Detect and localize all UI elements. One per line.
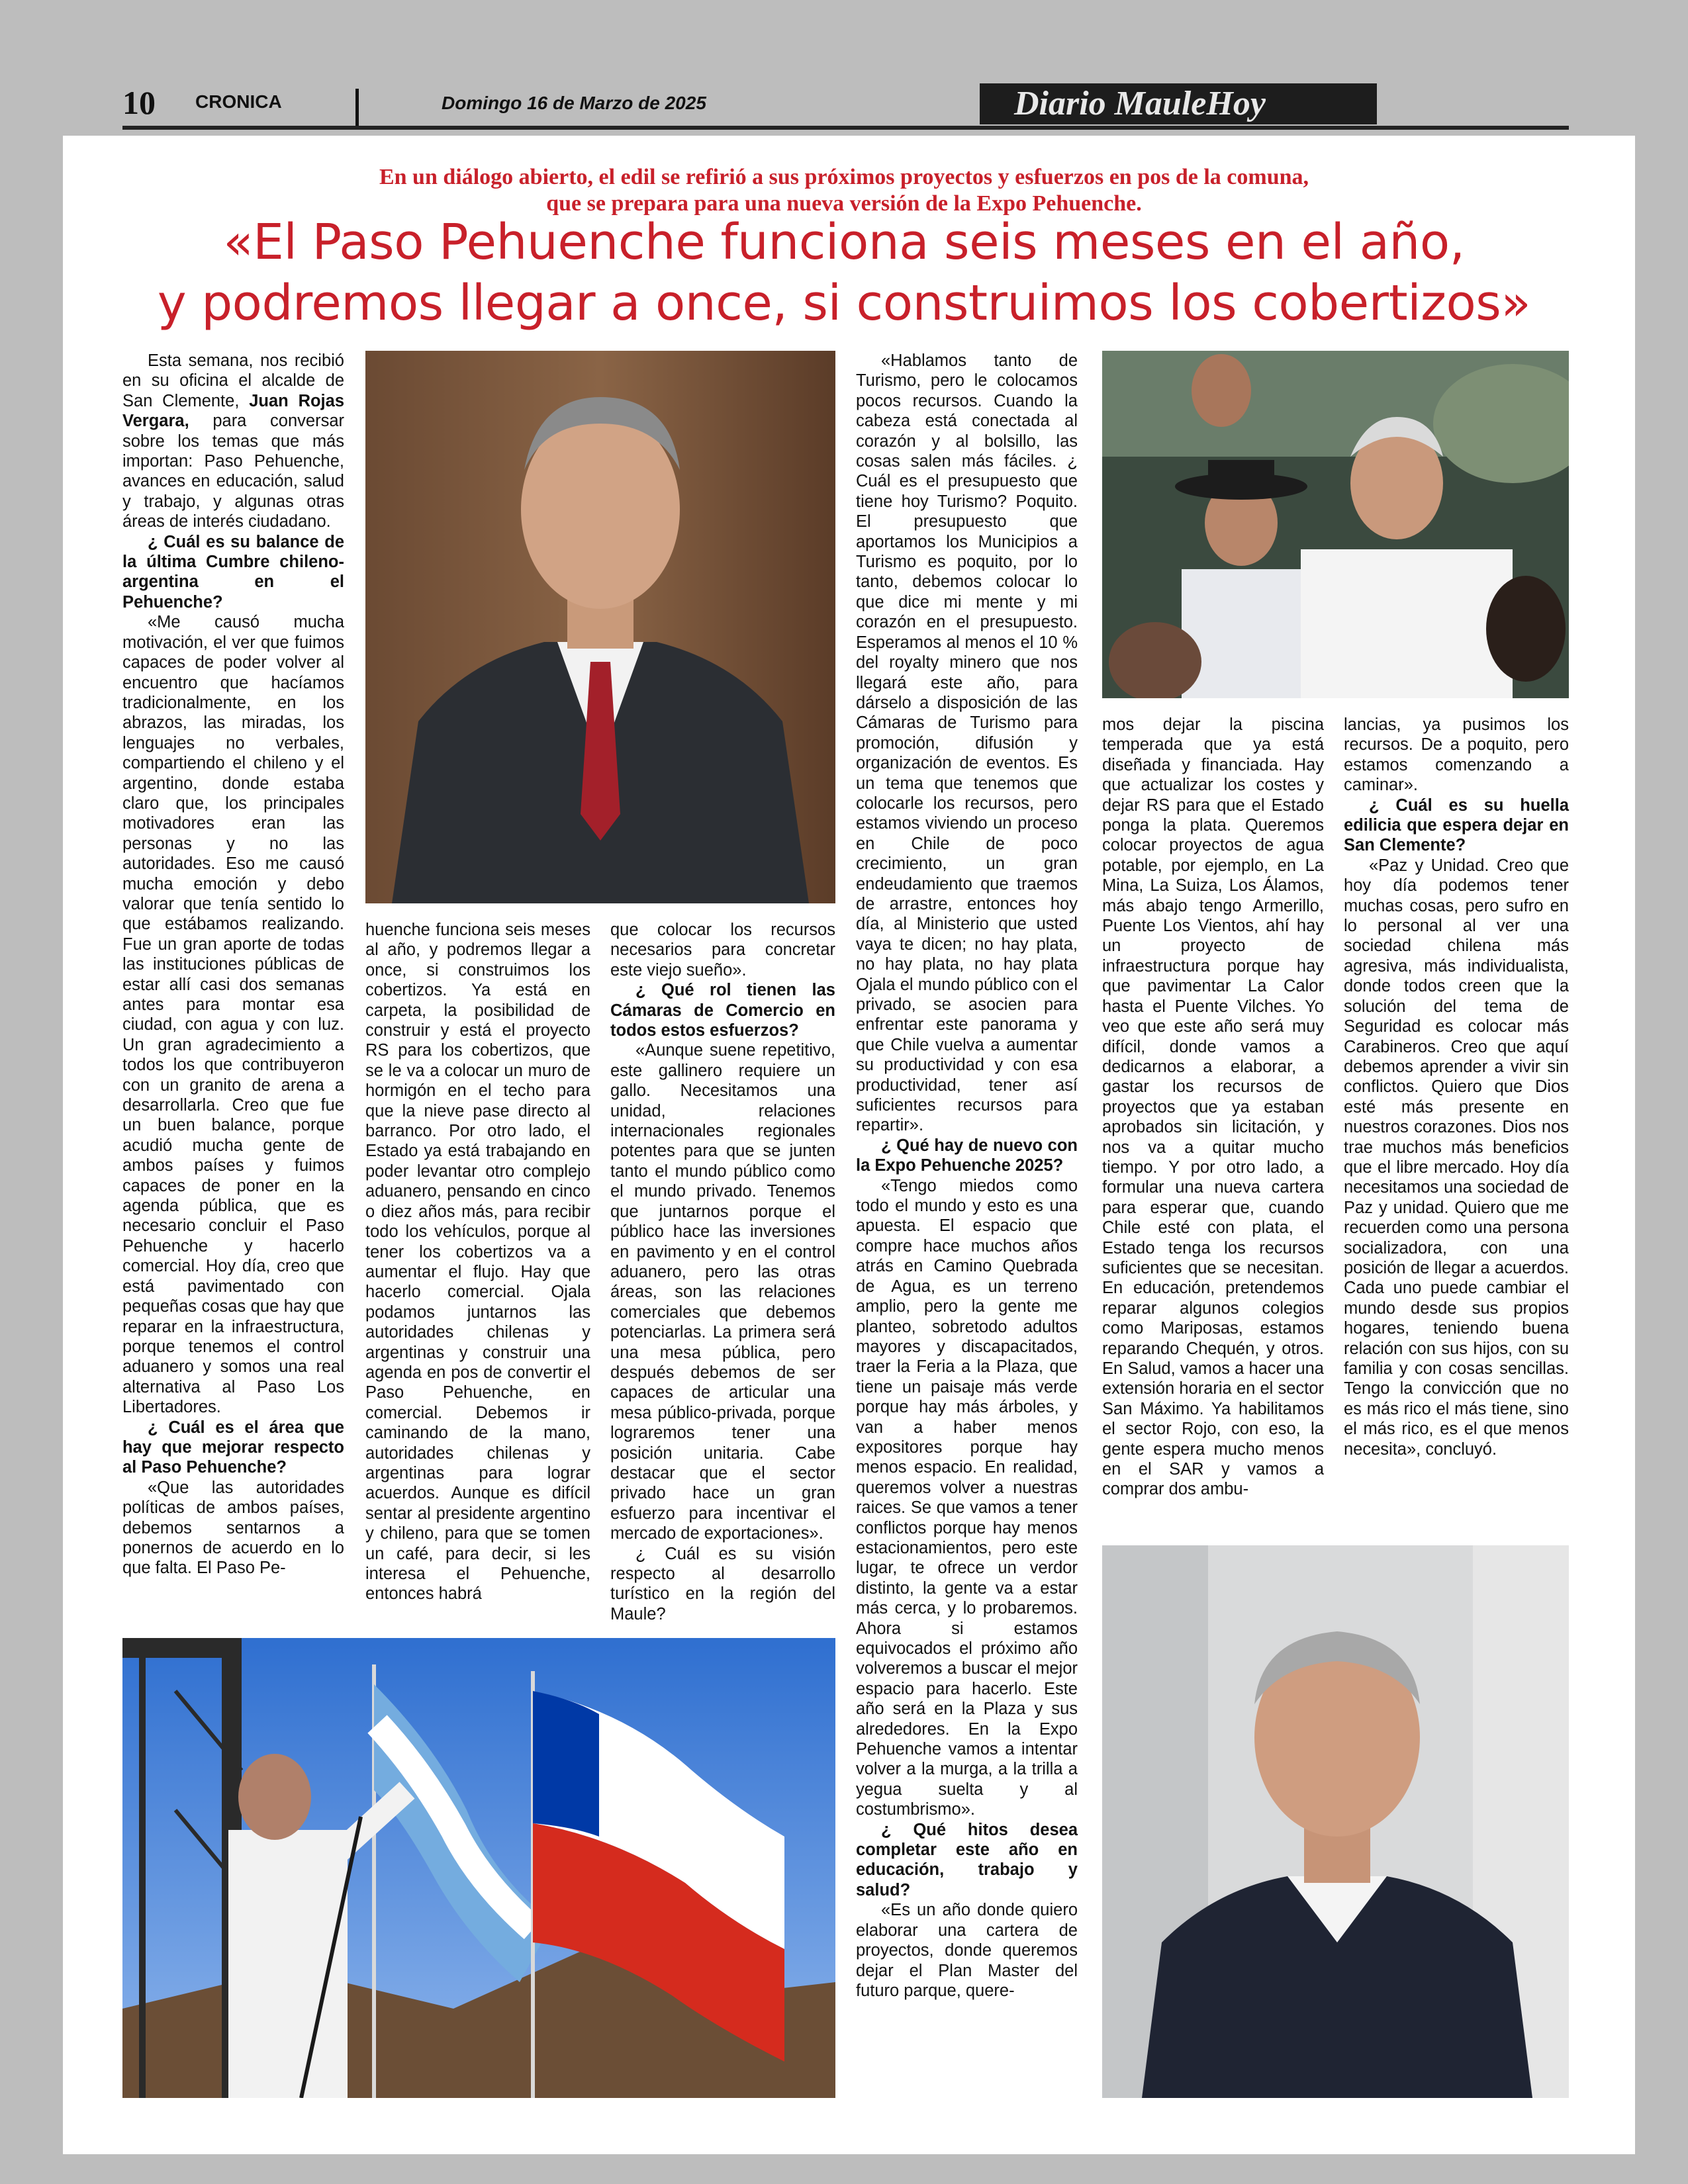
lede-line-2: que se prepara para una nueva versión de la Expo Pehuenche. [546, 191, 1142, 216]
page-number: 10 [122, 84, 156, 121]
crowd-children-photo [1102, 351, 1569, 698]
answer-6-continued: mos dejar la piscina temperada que ya está diseñada y financiada. Hay que actualizar los costes y dejar RS para que el Estado ponga la plata. Queremos colocar proyectos de agua potable, por ejemplo, en La Mina, La Suiza, Los Álamos, más abajo tengo Armerillo, Puente Los Vientos, ahí hay un proyecto de infraestructura porque hay que pavimentar La Calor hasta el Puente Vilches. Yo veo que este año será muy difícil, donde vamos a dedicarnos a elaborar, a gastar los recursos de proyectos que ya estaban aprobados sin licitación, y nos va a quitar mucho tiempo. Y por otro lado, a formular una nueva cartera para esperar que, cuando Chile esté con plata, el Estado tenga los recursos suficientes que se necesitan. En educación, pretendemos reparar algunos colegios como Mariposas, estamos reparando Chequén, y otros. En Salud, vamos a hacer una extensión horaria en el sector San Máximo. Ya habilitamos el sector Rojo, con eso, la gente espera mucho menos en el SAR y vamos a comprar dos ambu- [1102, 715, 1324, 1499]
text-column-3 [610, 920, 835, 1624]
intro-paragraph: Esta semana, nos recibió en su oficina el alcalde de San Clemente, Juan Rojas Vergara, para conversar sobre los temas que más importan: Paso Pehuenche, avances en educación, salud y trabajo, y algunas otras áreas de interés ciudadano. [122, 351, 345, 531]
question-2: ¿ Cuál es el área que hay que mejorar respecto al Paso Pehuenche? [122, 1418, 344, 1477]
answer-2-continued: huenche funciona seis meses al año, y podremos llegar a once, si construimos los cobertizos. Ya está en carpeta, la posibilidad de construir y está el proyecto RS para los cobertizos, que se le va a colocar un muro de hormigón en el techo para que la nieve pase directo al barranco. Por otro lado, el Estado ya está trabajando en poder levantar otro complejo aduanero, pensando en cinco o diez años más, para recibir todo los vehículos, porque al tener los cobertizos va a aumentar el flujo. Hay que hacerlo comercial. Ojala podamos juntarnos las autoridades chilenas y argentinas y construir una agenda en pos de convertir el Paso Pehuenche, en comercial. Debemos ir caminando de la mano, autoridades chilenas y argentinas para lograr acuerdos. Aunque es difícil sentar al presidente argentino y chileno, para que se tomen un café, para decir, si les interesa el Pehuenche, entonces habrá [365, 921, 590, 1604]
headline-line-2: y podremos llegar a once, si construimos los cobertizos» [157, 275, 1531, 332]
answer-2-start: «Que las autoridades políticas de ambos países, debemos sentarnos a ponernos de acuerdo en lo que falta. El Paso Pe- [122, 1478, 344, 1578]
headline-line-1: «El Paso Pehuenche funciona seis meses en el año, [223, 214, 1465, 271]
answer-6-start: «Es un año donde quiero elaborar una cartera de proyectos, donde queremos dejar el Plan Master del futuro parque, quere- [856, 1901, 1078, 2000]
section-label: CRONICA [195, 91, 282, 112]
mayor-name: Juan Rojas Vergara, [122, 391, 345, 431]
text-column-1 [122, 351, 344, 1578]
portrait-suit-photo [365, 351, 835, 903]
answer-7: «Paz y Unidad. Creo que hoy día podemos tener muchas cosas, pero sufro en lo personal al ver una sociedad chilena más agresiva, más individualista, donde todos creen que la solución del tema de Seguridad es colocar más Carabineros. Creo que aquí debemos aprender a vivir sin conflictos. Quiero que Dios esté más presente en nuestros corazones. Dios nos trae muchos más beneficios que el libre mercado. Hoy día necesitamos una sociedad de Paz y unidad. Quiero que me recuerden como una persona socializadora, con una posición de llegar a acuerdos. Cada uno puede cambiar el mundo desde sus propios hogares, teniendo buena relación con sus hijos, con su familia y con cosas sencillas. Tengo la convicción que no es más rico el más tiene, sino el más rico, es el que menos necesita», concluyó. [1344, 856, 1569, 1459]
header-rule [122, 126, 1569, 130]
answer-3: «Aunque suene repetitivo, este gallinero requiere un gallo. Necesitamos una unidad, relaciones internacionales regionales potentes para que se junten tanto el mundo público como el mundo privado. Tenemos que juntarnos porque el público hace las inversiones en pavimento y en el control aduanero, pero las otras áreas, son las relaciones comerciales que debemos potenciarlas. La primera será una mesa pública, pero después debemos de ser capaces de articular una mesa público-privada, porque lograremos tener una posición unitaria. Cabe destacar que el sector privado hace un gran esfuerzo para incentivar el mercado de exportaciones». [610, 1041, 835, 1543]
answer-1: «Me causó mucha motivación, el ver que fuimos capaces de poder volver al encuentro que hacíamos tradicionalmente, en los abrazos, las miradas, los lenguajes no verbales, compartiendo el chileno y el argentino, donde estaba claro que, los principales motivadores eran las personas y no las autoridades. Eso me causó mucha emoción y debo valorar que tenía sentido lo que estábamos realizando. Fue un gran aporte de todas las instituciones públicas de estar allí casi dos semanas antes para montar esa ciudad, con agua y con luz. Un gran agradecimiento a todos los que contribuyeron con un granito de arena a desarrollarla. Creo que fue un buen balance, porque acudió mucha gente de ambos países y fuimos capaces de poner en la agenda pública, que es necesario concluir el Paso Pehuenche y hacerlo comercial. Hoy día, creo que está pavimentado con pequeñas cosas que hay que reparar en la infraestructura, porque tenemos el control aduanero y somos una real alternativa al Paso Los Libertadores. [122, 613, 344, 1417]
page-header [122, 79, 1569, 132]
lede-line-1: En un diálogo abierto, el edil se refirió a sus próximos proyectos y esfuerzos en pos de la comuna, [379, 165, 1309, 189]
article-headline [93, 212, 1595, 334]
text-column-6 [1344, 715, 1569, 1459]
question-5: ¿ Qué hay de nuevo con la Expo Pehuenche 2025? [856, 1136, 1078, 1175]
question-3: ¿ Qué rol tienen las Cámaras de Comercio en todos estos esfuerzos? [610, 981, 835, 1040]
text-column-5 [1102, 715, 1324, 1500]
question-7: ¿ Cuál es su huella edilicia que espera dejar en San Clemente? [1344, 796, 1569, 855]
portrait-sweater-photo [1102, 1545, 1569, 2098]
issue-date: Domingo 16 de Marzo de 2025 [442, 93, 706, 113]
question-6: ¿ Qué hitos desea completar este año en educación, trabajo y salud? [856, 1820, 1078, 1899]
answer-6-end: lancias, ya pusimos los recursos. De a poquito, pero estamos comenzando a caminar». [1344, 715, 1569, 795]
header-divider [355, 89, 359, 127]
newspaper-brand: Diario MauleHoy [980, 83, 1377, 124]
speech-flags-photo [122, 1638, 835, 2098]
question-4: ¿ Cuál es su visión respecto al desarrollo turístico en la región del Maule? [610, 1544, 835, 1623]
question-1: ¿ Cuál es su balance de la última Cumbre chileno-argentina en el Pehuenche? [122, 532, 344, 612]
text-column-4 [856, 351, 1078, 2001]
article-lede [119, 164, 1569, 217]
answer-5: «Tengo miedos como todo el mundo y esto es una apuesta. El espacio que compre hace muchos años atrás en Camino Quebrada de Agua, es un terreno amplio, pero la gente me planteo, sobretodo adultos mayores y discapacitados, traer la Feria a la Plaza, que tiene un paisaje más verde porque hay más árboles, y van a haber menos expositores porque hay menos espacio. En realidad, queremos volver a nuestras raices. Se que vamos a tener conflictos porque hay menos estacionamientos, pero este lugar, te ofrece un verdor distinto, la gente va a estar más cerca, y lo probaremos. Ahora si estamos equivocados el próximo año volveremos a buscar el mejor espacio para hacerlo. Este año será en la Plaza y sus alrededores. En la Expo Pehuenche vamos a intentar volver a la murga, a la trilla a yegua suelta y al costumbrismo». [856, 1176, 1078, 1819]
text-column-2 [365, 920, 590, 1604]
answer-2-end: que colocar los recursos necesarios para concretar este viejo sueño». [610, 921, 835, 979]
answer-4: «Hablamos tanto de Turismo, pero le colocamos pocos recursos. Cuando la cabeza está conectada al corazón y al bolsillo, las cosas salen más fáciles. ¿ Cuál es el presupuesto que tiene hoy Turismo? Poquito. El presupuesto que aportamos los Municipios a Turismo es poquito, por lo tanto, debemos colocar lo que dice mi mente y mi corazón en el presupuesto. Esperamos al menos el 10 % del royalty minero que nos llegará este año, para dárselo a disposición de las Cámaras de Turismo para promoción, difusión y organización de eventos. Es un tema que tenemos que colocarle los recursos, pero estamos viviendo un proceso en Chile de poco crecimiento, un gran endeudamiento que traemos de arrastre, entonces hoy día, al Ministerio que usted vaya te dicen; no hay plata, no hay plata, no hay plata Ojala el mundo público con el privado, se asocien para enfrentar este panorama y que Chile vuelva a aumentar su productividad y con esa productividad, tener así suficientes recursos para repartir». [856, 351, 1078, 1135]
